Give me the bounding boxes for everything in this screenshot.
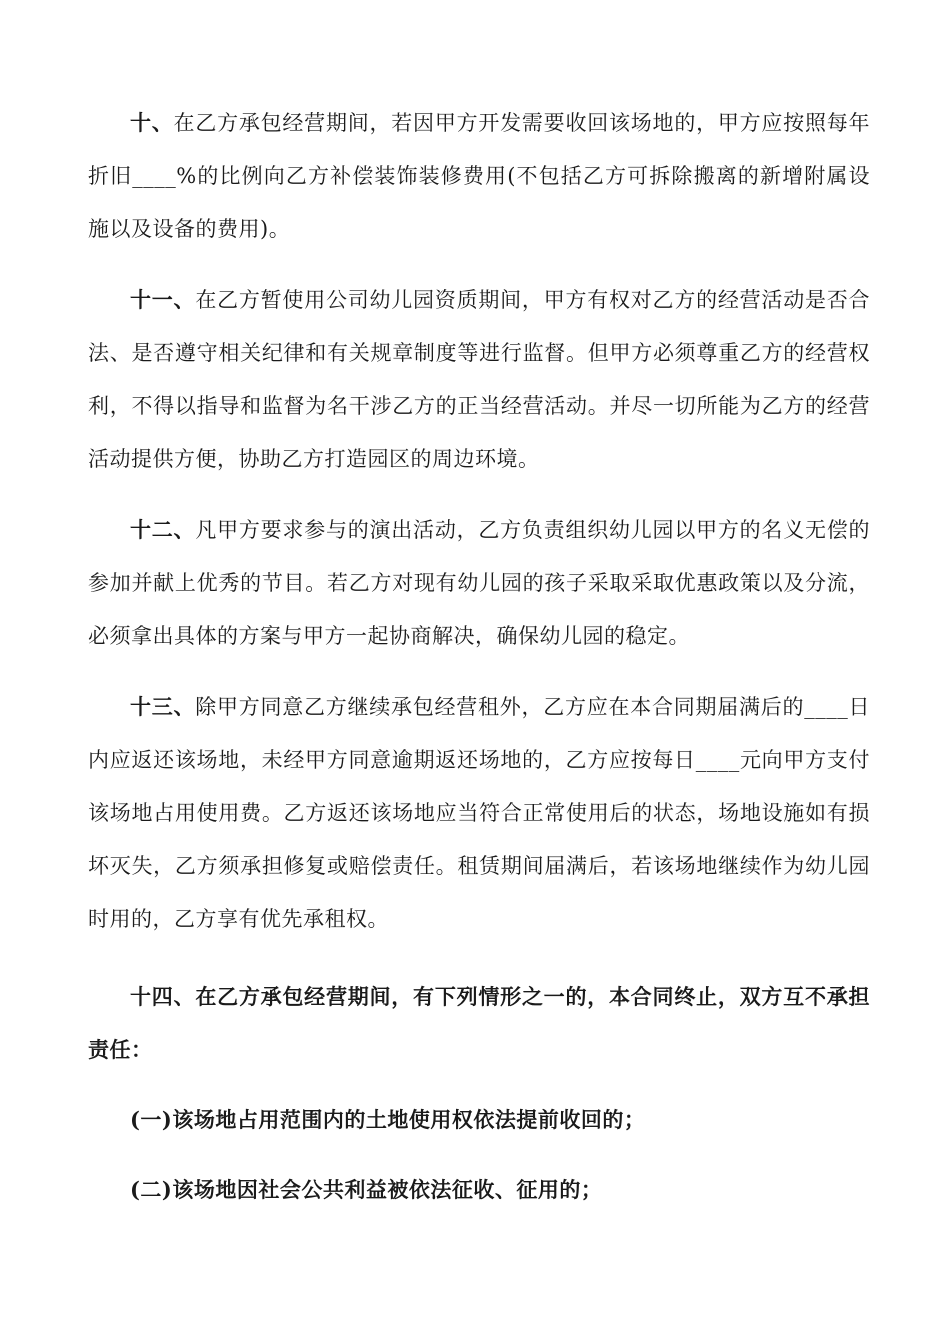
clause-10 [88,96,870,256]
clause-text: 在乙方承包经营期间，若因甲方开发需要收回该场地的，甲方应按照每年折旧____%的比例向乙方补偿装饰装修费用(不包括乙方可拆除搬离的新增附属设施以及设备的费用)。 [88,111,870,241]
clause-text: (一)该场地占用范围内的土地使用权依法提前收回的； [130,1107,646,1132]
clause-text: 在乙方暂使用公司幼儿园资质期间，甲方有权对乙方的经营活动是否合法、是否遵守相关纪律和有关规章制度等进行监督。但甲方必须尊重乙方的经营权利，不得以指导和监督为名干涉乙方的正当经营活动。并尽一切所能为乙方的经营活动提供方便，协助乙方打造园区的周边环境。 [88,288,871,471]
clause-number: 十、 [130,110,174,135]
document-page [88,96,870,1216]
clause-number: 十二、 [130,517,196,542]
clause-11 [88,273,870,486]
clause-14-item-1 [88,1093,870,1146]
clause-number: 十一、 [130,287,196,312]
clause-number: 十三、 [130,694,196,719]
clause-14 [88,970,870,1076]
clause-text: (二)该场地因社会公共利益被依法征收、征用的； [130,1177,603,1202]
clause-12 [88,503,870,663]
clause-text: 除甲方同意乙方继续承包经营租外，乙方应在本合同期届满后的____日内应返还该场地，未经甲方同意逾期返还场地的，乙方应按每日____元向甲方支付该场地占用使用费。乙方返还该场地应当符合正常使用后的状态，场地设施如有损坏灭失，乙方须承担修复或赔偿责任。租赁期间届满后，若该场地继续作为幼儿园时用的，乙方享有优先承租权。 [88,695,870,931]
clause-text: 十四、在乙方承包经营期间，有下列情形之一的，本合同终止，双方互不承担责任： [88,984,870,1062]
clause-13 [88,680,870,946]
clause-14-item-2 [88,1163,870,1216]
clause-text: 凡甲方要求参与的演出活动，乙方负责组织幼儿园以甲方的名义无偿的参加并献上优秀的节目。若乙方对现有幼儿园的孩子采取采取优惠政策以及分流，必须拿出具体的方案与甲方一起协商解决，确保幼儿园的稳定。 [88,518,871,648]
